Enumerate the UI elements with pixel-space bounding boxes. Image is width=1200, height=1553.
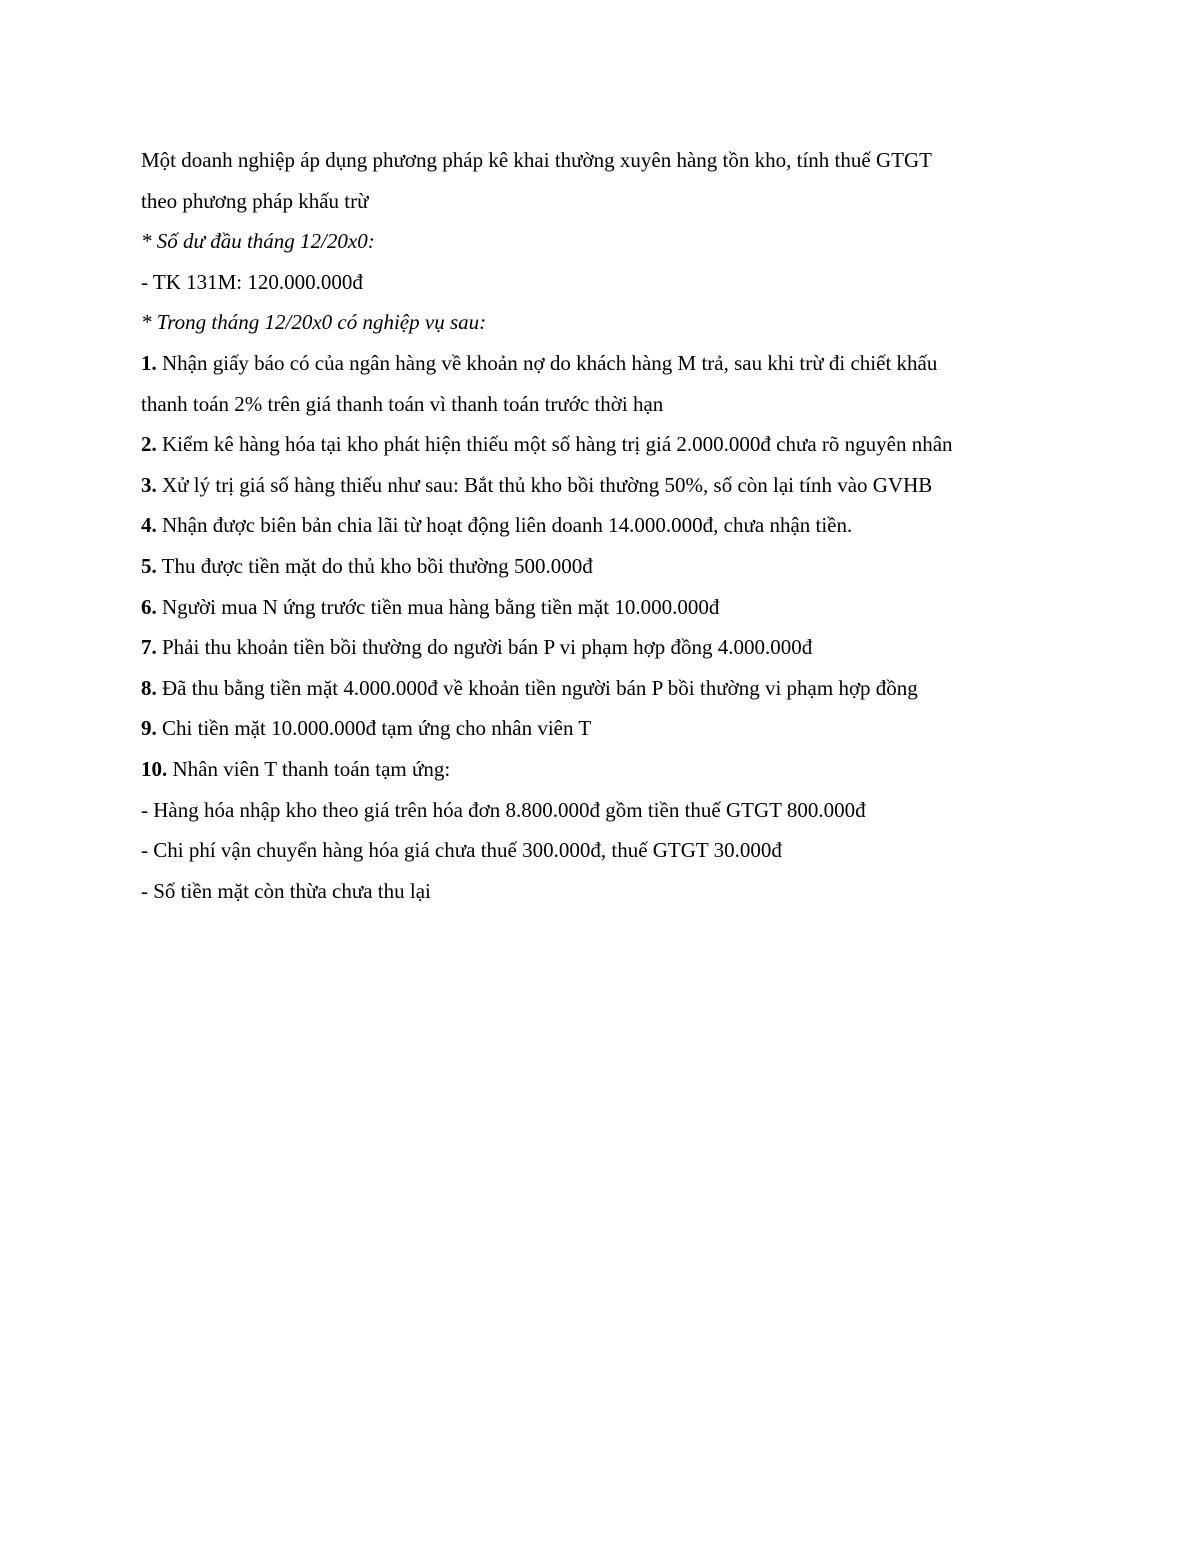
item-text: Chi tiền mặt 10.000.000đ tạm ứng cho nhân viên T <box>156 716 592 741</box>
transaction-item-2 <box>141 424 1071 465</box>
item-number: 6. <box>141 594 157 619</box>
transaction-item-4 <box>141 505 1071 546</box>
item-text: Nhận được biên bản chia lãi từ hoạt động liên doanh 14.000.000đ, chưa nhận tiền. <box>156 513 853 538</box>
item-number: 10. <box>141 756 168 781</box>
sub-item-2: - Chi phí vận chuyển hàng hóa giá chưa thuế 300.000đ, thuế GTGT 30.000đ <box>141 838 782 863</box>
item-number: 1. <box>141 350 157 375</box>
item-number: 7. <box>141 635 157 660</box>
item-text: Nhân viên T thanh toán tạm ứng: <box>167 756 451 781</box>
item-number: 5. <box>141 553 157 578</box>
item-number: 3. <box>141 472 157 497</box>
item-text: Người mua N ứng trước tiền mua hàng bằng tiền mặt 10.000.000đ <box>156 594 720 619</box>
item-text: Nhận giấy báo có của ngân hàng về khoản nợ do khách hàng M trả, sau khi trừ đi chiết khấu <box>156 350 938 375</box>
item-text: Phải thu khoản tiền bồi thường do người bán P vi phạm hợp đồng 4.000.000đ <box>156 635 813 660</box>
document-body <box>141 140 1071 911</box>
item-text: Thu được tiền mặt do thủ kho bồi thường 500.000đ <box>156 553 593 578</box>
item-number: 8. <box>141 675 157 700</box>
sub-item-1: - Hàng hóa nhập kho theo giá trên hóa đơn 8.800.000đ gồm tiền thuế GTGT 800.000đ <box>141 797 866 822</box>
opening-balance-heading: * Số dư đầu tháng 12/20x0: <box>141 229 375 254</box>
transaction-item-8 <box>141 668 1071 709</box>
item-text: Xử lý trị giá số hàng thiếu như sau: Bắt thủ kho bồi thường 50%, số còn lại tính vào GVHB <box>156 472 933 497</box>
opening-balance-item: - TK 131M: 120.000.000đ <box>141 269 363 294</box>
transaction-item-1 <box>141 343 1071 384</box>
transaction-item-10 <box>141 749 1071 790</box>
transaction-item-7 <box>141 627 1071 668</box>
transactions-heading: * Trong tháng 12/20x0 có nghiệp vụ sau: <box>141 310 487 335</box>
transaction-item-6 <box>141 587 1071 628</box>
intro-line-continuation: theo phương pháp khấu trừ <box>141 188 369 213</box>
transaction-item-3 <box>141 465 1071 506</box>
transaction-item-9 <box>141 708 1071 749</box>
sub-item-3: - Số tiền mặt còn thừa chưa thu lại <box>141 878 431 903</box>
item-text: Đã thu bằng tiền mặt 4.000.000đ về khoản tiền người bán P bồi thường vi phạm hợp đồng <box>156 675 918 700</box>
transaction-item-5 <box>141 546 1071 587</box>
item-number: 4. <box>141 513 157 538</box>
item-text: Kiểm kê hàng hóa tại kho phát hiện thiếu một số hàng trị giá 2.000.000đ chưa rõ nguyên nhân <box>156 432 953 457</box>
item-number: 2. <box>141 432 157 457</box>
transaction-item-1-continuation: thanh toán 2% trên giá thanh toán vì thanh toán trước thời hạn <box>141 391 664 416</box>
item-number: 9. <box>141 716 157 741</box>
intro-line: Một doanh nghiệp áp dụng phương pháp kê khai thường xuyên hàng tồn kho, tính thuế GTGT <box>141 148 932 172</box>
